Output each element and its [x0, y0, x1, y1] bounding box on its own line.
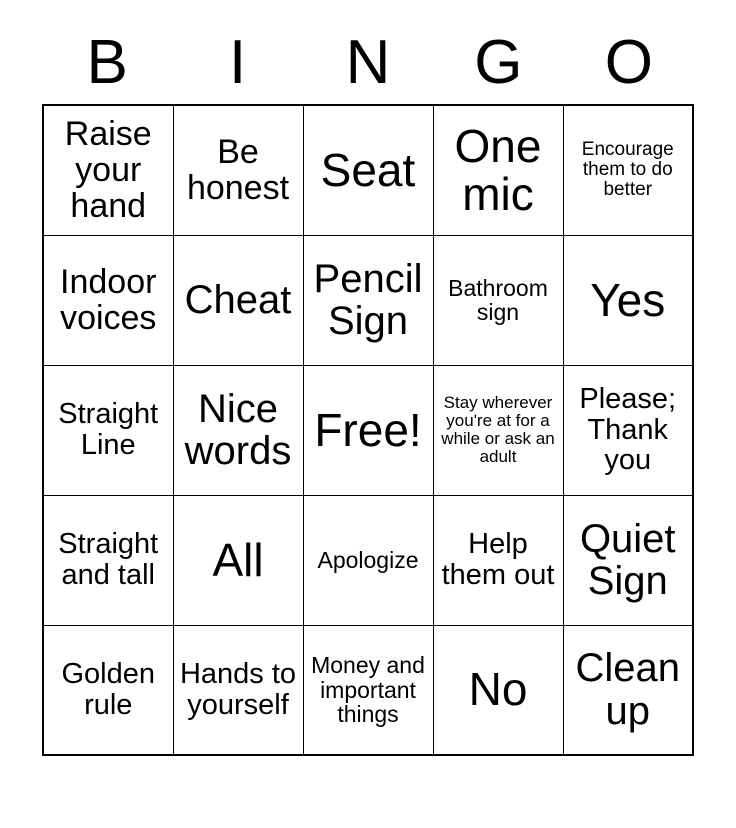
bingo-cell-text: Indoor voices	[60, 262, 157, 337]
bingo-cell[interactable]	[173, 365, 303, 495]
bingo-cell[interactable]	[433, 235, 563, 365]
bingo-cell-text: Quiet Sign	[579, 516, 676, 603]
bingo-row	[43, 235, 693, 365]
bingo-cell[interactable]	[433, 495, 563, 625]
header-letter-i: I	[228, 28, 247, 97]
bingo-cell-text: Bathroom sign	[448, 274, 548, 325]
bingo-cell-text: Money and important things	[311, 652, 425, 727]
bingo-cell-text: Encourage them to do better	[581, 139, 674, 201]
bingo-cell-text: One mic	[454, 119, 542, 221]
bingo-cell[interactable]	[303, 105, 433, 235]
bingo-cell-text: Golden rule	[61, 658, 155, 721]
bingo-cell[interactable]	[173, 105, 303, 235]
bingo-cell[interactable]	[563, 625, 693, 755]
bingo-grid	[42, 104, 694, 756]
header-letter-g: G	[474, 28, 523, 97]
bingo-cell[interactable]	[173, 495, 303, 625]
bingo-cell[interactable]	[43, 625, 173, 755]
bingo-cell-text: Stay wherever you're at for a while or ask an adult	[441, 392, 555, 467]
bingo-cell[interactable]	[433, 625, 563, 755]
header-letter-o: O	[604, 28, 653, 97]
bingo-cell[interactable]	[173, 235, 303, 365]
bingo-cell-text: Cheat	[184, 277, 292, 322]
bingo-cell-text: Seat	[320, 143, 416, 196]
header-letter-n: N	[345, 28, 391, 97]
bingo-cell[interactable]	[303, 625, 433, 755]
bingo-cell-text: Please; Thank you	[579, 382, 677, 477]
bingo-cell-text: Yes	[590, 273, 666, 326]
bingo-cell[interactable]	[433, 365, 563, 495]
bingo-cell[interactable]	[563, 495, 693, 625]
bingo-cell[interactable]	[563, 235, 693, 365]
bingo-cell-text: No	[468, 663, 528, 716]
header-letter-b: B	[86, 28, 128, 97]
bingo-cell[interactable]	[43, 235, 173, 365]
bingo-cell-text: Help them out	[441, 528, 555, 591]
bingo-row	[43, 495, 693, 625]
bingo-cell-text: Raise your hand	[64, 115, 152, 226]
bingo-cell-text: Nice words	[184, 386, 292, 473]
bingo-cell-text: All	[212, 533, 264, 586]
bingo-cell-text: Free!	[314, 403, 422, 456]
bingo-cell[interactable]	[173, 625, 303, 755]
bingo-cell[interactable]	[43, 105, 173, 235]
bingo-cell-free[interactable]	[303, 365, 433, 495]
bingo-card	[0, 28, 736, 828]
bingo-cell-text: Apologize	[317, 546, 419, 573]
bingo-cell[interactable]	[303, 495, 433, 625]
bingo-cell[interactable]	[433, 105, 563, 235]
bingo-cell-text: Pencil Sign	[313, 256, 423, 343]
bingo-cell[interactable]	[303, 235, 433, 365]
bingo-cell-text: Be honest	[186, 133, 290, 208]
bingo-cell[interactable]	[43, 495, 173, 625]
bingo-cell[interactable]	[563, 365, 693, 495]
bingo-cell-text: Clean up	[575, 646, 680, 733]
bingo-row	[43, 625, 693, 755]
bingo-cell[interactable]	[43, 365, 173, 495]
bingo-row	[43, 105, 693, 235]
bingo-cell-text: Straight Line	[58, 398, 159, 461]
bingo-cell-text: Straight and tall	[58, 528, 159, 591]
bingo-cell-text: Hands to yourself	[179, 658, 297, 721]
bingo-header	[42, 28, 694, 98]
bingo-cell[interactable]	[563, 105, 693, 235]
bingo-row	[43, 365, 693, 495]
